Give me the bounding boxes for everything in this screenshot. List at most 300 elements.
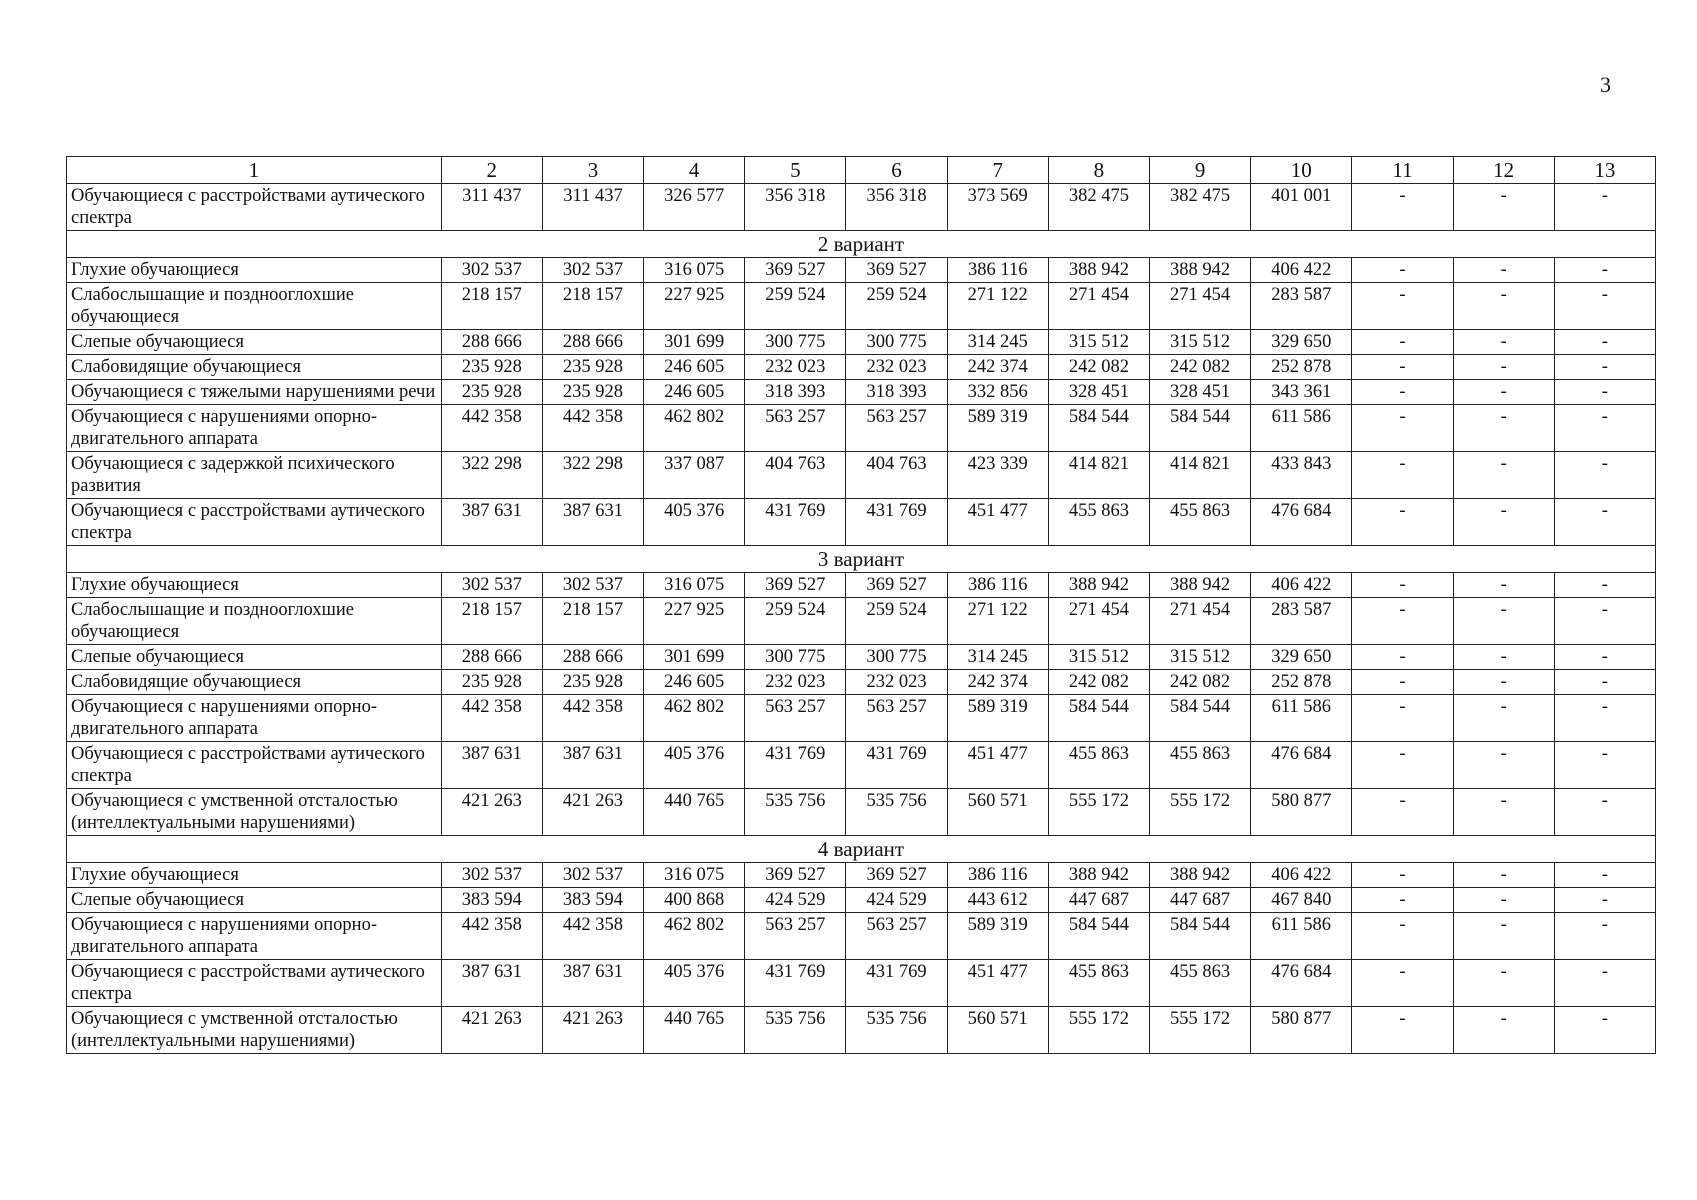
value-cell: 535 756: [745, 1007, 846, 1054]
student-category-cell: Слепые обучающиеся: [67, 330, 442, 355]
value-cell: 387 631: [542, 960, 643, 1007]
student-category-cell: Слепые обучающиеся: [67, 888, 442, 913]
column-header: 2: [441, 157, 542, 184]
value-cell: 318 393: [846, 380, 947, 405]
value-cell: 387 631: [441, 742, 542, 789]
value-cell: 271 454: [1048, 283, 1149, 330]
value-cell: 442 358: [441, 405, 542, 452]
value-cell: -: [1453, 960, 1554, 1007]
value-cell: 476 684: [1251, 742, 1352, 789]
value-cell: 387 631: [542, 742, 643, 789]
value-cell: 476 684: [1251, 499, 1352, 546]
value-cell: 314 245: [947, 330, 1048, 355]
value-cell: 442 358: [542, 695, 643, 742]
value-cell: 421 263: [441, 1007, 542, 1054]
value-cell: 302 537: [542, 258, 643, 283]
value-cell: 580 877: [1251, 789, 1352, 836]
student-category-cell: Обучающиеся с нарушениями опорно-двигательного аппарата: [67, 405, 442, 452]
value-cell: -: [1352, 913, 1453, 960]
value-cell: -: [1352, 888, 1453, 913]
value-cell: -: [1554, 645, 1655, 670]
value-cell: -: [1352, 355, 1453, 380]
value-cell: 563 257: [846, 913, 947, 960]
value-cell: -: [1554, 960, 1655, 1007]
student-category-cell: Обучающиеся с расстройствами аутического спектра: [67, 499, 442, 546]
student-category-cell: Обучающиеся с расстройствами аутического спектра: [67, 742, 442, 789]
page-number: 3: [1600, 72, 1611, 97]
column-header: 12: [1453, 157, 1554, 184]
value-cell: 584 544: [1150, 695, 1251, 742]
value-cell: 322 298: [542, 452, 643, 499]
value-cell: 271 454: [1048, 598, 1149, 645]
table-row: [67, 960, 1656, 1007]
table-row: [67, 1007, 1656, 1054]
value-cell: 584 544: [1150, 913, 1251, 960]
value-cell: 405 376: [644, 742, 745, 789]
value-cell: -: [1453, 789, 1554, 836]
value-cell: 462 802: [644, 695, 745, 742]
value-cell: 440 765: [644, 1007, 745, 1054]
value-cell: 302 537: [441, 573, 542, 598]
value-cell: -: [1453, 405, 1554, 452]
student-category-cell: Обучающиеся с умственной отсталостью (интеллектуальными нарушениями): [67, 1007, 442, 1054]
table-row: [67, 598, 1656, 645]
value-cell: 387 631: [542, 499, 643, 546]
value-cell: 235 928: [441, 355, 542, 380]
value-cell: 405 376: [644, 960, 745, 1007]
value-cell: 315 512: [1048, 330, 1149, 355]
variant-header-row: [67, 546, 1656, 573]
value-cell: 447 687: [1048, 888, 1149, 913]
value-cell: 455 863: [1048, 499, 1149, 546]
value-cell: 242 082: [1150, 355, 1251, 380]
value-cell: -: [1352, 1007, 1453, 1054]
value-cell: 246 605: [644, 355, 745, 380]
table-row: [67, 789, 1656, 836]
variant-header-row: [67, 231, 1656, 258]
student-category-cell: Слабослышащие и позднооглохшие обучающиеся: [67, 283, 442, 330]
value-cell: 462 802: [644, 405, 745, 452]
column-header: 3: [542, 157, 643, 184]
value-cell: -: [1352, 380, 1453, 405]
value-cell: 555 172: [1048, 1007, 1149, 1054]
value-cell: -: [1453, 742, 1554, 789]
value-cell: 232 023: [745, 355, 846, 380]
value-cell: 424 529: [745, 888, 846, 913]
value-cell: 343 361: [1251, 380, 1352, 405]
value-cell: 388 942: [1150, 573, 1251, 598]
value-cell: 388 942: [1150, 258, 1251, 283]
column-number-header-row: [67, 157, 1656, 184]
value-cell: -: [1554, 283, 1655, 330]
value-cell: -: [1453, 330, 1554, 355]
value-cell: -: [1554, 573, 1655, 598]
value-cell: 589 319: [947, 913, 1048, 960]
table-row: [67, 913, 1656, 960]
value-cell: 431 769: [846, 499, 947, 546]
value-cell: 283 587: [1251, 283, 1352, 330]
value-cell: 382 475: [1048, 184, 1149, 231]
value-cell: 311 437: [542, 184, 643, 231]
value-cell: -: [1453, 184, 1554, 231]
value-cell: 383 594: [441, 888, 542, 913]
value-cell: -: [1352, 330, 1453, 355]
value-cell: 421 263: [542, 789, 643, 836]
column-header: 9: [1150, 157, 1251, 184]
value-cell: 451 477: [947, 742, 1048, 789]
value-cell: 322 298: [441, 452, 542, 499]
value-cell: 235 928: [441, 670, 542, 695]
variant-header-row: [67, 836, 1656, 863]
value-cell: 442 358: [441, 695, 542, 742]
value-cell: -: [1352, 645, 1453, 670]
value-cell: 318 393: [745, 380, 846, 405]
value-cell: -: [1554, 405, 1655, 452]
value-cell: 369 527: [745, 258, 846, 283]
value-cell: -: [1554, 355, 1655, 380]
value-cell: 580 877: [1251, 1007, 1352, 1054]
value-cell: 447 687: [1150, 888, 1251, 913]
value-cell: -: [1554, 670, 1655, 695]
value-cell: 462 802: [644, 913, 745, 960]
value-cell: 328 451: [1150, 380, 1251, 405]
value-cell: 271 122: [947, 283, 1048, 330]
value-cell: 300 775: [846, 645, 947, 670]
table-row: [67, 888, 1656, 913]
table-row: [67, 499, 1656, 546]
value-cell: 455 863: [1048, 960, 1149, 1007]
value-cell: 242 082: [1048, 355, 1149, 380]
value-cell: -: [1554, 1007, 1655, 1054]
value-cell: -: [1352, 573, 1453, 598]
value-cell: 329 650: [1251, 330, 1352, 355]
student-category-cell: Обучающиеся с расстройствами аутического спектра: [67, 960, 442, 1007]
value-cell: 442 358: [542, 405, 643, 452]
value-cell: 232 023: [846, 355, 947, 380]
value-cell: 414 821: [1150, 452, 1251, 499]
value-cell: -: [1352, 258, 1453, 283]
value-cell: 455 863: [1150, 742, 1251, 789]
value-cell: 356 318: [846, 184, 947, 231]
value-cell: 560 571: [947, 789, 1048, 836]
value-cell: 455 863: [1150, 499, 1251, 546]
value-cell: -: [1352, 452, 1453, 499]
student-category-cell: Глухие обучающиеся: [67, 863, 442, 888]
value-cell: 235 928: [542, 380, 643, 405]
value-cell: 431 769: [846, 960, 947, 1007]
value-cell: 252 878: [1251, 355, 1352, 380]
value-cell: 369 527: [846, 258, 947, 283]
value-cell: -: [1554, 452, 1655, 499]
value-cell: 369 527: [745, 573, 846, 598]
column-header: 1: [67, 157, 442, 184]
value-cell: 442 358: [542, 913, 643, 960]
value-cell: 328 451: [1048, 380, 1149, 405]
value-cell: -: [1453, 888, 1554, 913]
value-cell: 227 925: [644, 283, 745, 330]
value-cell: 369 527: [846, 573, 947, 598]
value-cell: 555 172: [1150, 789, 1251, 836]
value-cell: -: [1453, 283, 1554, 330]
table-row: [67, 695, 1656, 742]
value-cell: 259 524: [846, 598, 947, 645]
value-cell: 329 650: [1251, 645, 1352, 670]
value-cell: 218 157: [542, 598, 643, 645]
value-cell: 218 157: [441, 283, 542, 330]
value-cell: 584 544: [1150, 405, 1251, 452]
value-cell: 314 245: [947, 645, 1048, 670]
table-row: [67, 380, 1656, 405]
value-cell: -: [1453, 695, 1554, 742]
table-row: [67, 742, 1656, 789]
value-cell: 242 374: [947, 670, 1048, 695]
student-category-cell: Глухие обучающиеся: [67, 258, 442, 283]
value-cell: 227 925: [644, 598, 745, 645]
value-cell: -: [1554, 380, 1655, 405]
value-cell: 252 878: [1251, 670, 1352, 695]
value-cell: 406 422: [1251, 863, 1352, 888]
value-cell: 563 257: [745, 913, 846, 960]
value-cell: 535 756: [745, 789, 846, 836]
value-cell: 563 257: [745, 695, 846, 742]
variant-title: 4 вариант: [67, 836, 1656, 863]
value-cell: 555 172: [1048, 789, 1149, 836]
value-cell: 442 358: [441, 913, 542, 960]
student-category-cell: Слабовидящие обучающиеся: [67, 355, 442, 380]
value-cell: 589 319: [947, 405, 1048, 452]
value-cell: 315 512: [1150, 330, 1251, 355]
value-cell: 563 257: [846, 405, 947, 452]
student-category-cell: Слепые обучающиеся: [67, 645, 442, 670]
value-cell: 382 475: [1150, 184, 1251, 231]
variant-title: 3 вариант: [67, 546, 1656, 573]
value-cell: -: [1554, 863, 1655, 888]
value-cell: -: [1554, 742, 1655, 789]
value-cell: 369 527: [745, 863, 846, 888]
value-cell: 404 763: [846, 452, 947, 499]
column-header: 13: [1554, 157, 1655, 184]
value-cell: 315 512: [1048, 645, 1149, 670]
student-category-cell: Обучающиеся с тяжелыми нарушениями речи: [67, 380, 442, 405]
value-cell: 388 942: [1150, 863, 1251, 888]
value-cell: -: [1352, 695, 1453, 742]
value-cell: 584 544: [1048, 695, 1149, 742]
value-cell: -: [1352, 789, 1453, 836]
value-cell: -: [1352, 670, 1453, 695]
column-header: 8: [1048, 157, 1149, 184]
value-cell: -: [1554, 499, 1655, 546]
value-cell: 387 631: [441, 499, 542, 546]
value-cell: -: [1453, 863, 1554, 888]
value-cell: 455 863: [1048, 742, 1149, 789]
value-cell: 242 374: [947, 355, 1048, 380]
value-cell: 387 631: [441, 960, 542, 1007]
value-cell: 311 437: [441, 184, 542, 231]
value-cell: 455 863: [1150, 960, 1251, 1007]
column-header: 4: [644, 157, 745, 184]
value-cell: 440 765: [644, 789, 745, 836]
table-row: [67, 355, 1656, 380]
table-row: [67, 863, 1656, 888]
value-cell: 332 856: [947, 380, 1048, 405]
table-body: [67, 184, 1656, 1054]
value-cell: -: [1352, 405, 1453, 452]
value-cell: 451 477: [947, 960, 1048, 1007]
variant-title: 2 вариант: [67, 231, 1656, 258]
value-cell: 356 318: [745, 184, 846, 231]
value-cell: -: [1352, 184, 1453, 231]
value-cell: 232 023: [745, 670, 846, 695]
value-cell: -: [1352, 742, 1453, 789]
value-cell: 401 001: [1251, 184, 1352, 231]
table-row: [67, 645, 1656, 670]
value-cell: 218 157: [542, 283, 643, 330]
value-cell: -: [1352, 598, 1453, 645]
value-cell: 326 577: [644, 184, 745, 231]
value-cell: 302 537: [542, 573, 643, 598]
value-cell: 589 319: [947, 695, 1048, 742]
value-cell: 386 116: [947, 258, 1048, 283]
value-cell: -: [1554, 258, 1655, 283]
value-cell: 404 763: [745, 452, 846, 499]
value-cell: 302 537: [542, 863, 643, 888]
student-category-cell: Обучающиеся с нарушениями опорно-двигательного аппарата: [67, 695, 442, 742]
value-cell: 288 666: [542, 330, 643, 355]
value-cell: 259 524: [846, 283, 947, 330]
value-cell: 388 942: [1048, 258, 1149, 283]
value-cell: 560 571: [947, 1007, 1048, 1054]
value-cell: -: [1453, 598, 1554, 645]
funding-table: [66, 156, 1656, 1054]
column-header: 10: [1251, 157, 1352, 184]
table-row: [67, 258, 1656, 283]
value-cell: 386 116: [947, 863, 1048, 888]
value-cell: 288 666: [441, 645, 542, 670]
table-row: [67, 184, 1656, 231]
table-row: [67, 330, 1656, 355]
value-cell: 315 512: [1150, 645, 1251, 670]
value-cell: 611 586: [1251, 913, 1352, 960]
value-cell: 259 524: [745, 598, 846, 645]
column-header: 5: [745, 157, 846, 184]
value-cell: 431 769: [846, 742, 947, 789]
value-cell: -: [1554, 913, 1655, 960]
student-category-cell: Обучающиеся с нарушениями опорно-двигательного аппарата: [67, 913, 442, 960]
value-cell: 467 840: [1251, 888, 1352, 913]
value-cell: -: [1352, 283, 1453, 330]
value-cell: -: [1554, 184, 1655, 231]
column-header: 7: [947, 157, 1048, 184]
value-cell: 337 087: [644, 452, 745, 499]
value-cell: 383 594: [542, 888, 643, 913]
value-cell: 431 769: [745, 499, 846, 546]
value-cell: 271 454: [1150, 283, 1251, 330]
value-cell: 235 928: [542, 355, 643, 380]
value-cell: 405 376: [644, 499, 745, 546]
value-cell: -: [1554, 695, 1655, 742]
value-cell: -: [1453, 380, 1554, 405]
value-cell: 386 116: [947, 573, 1048, 598]
value-cell: 283 587: [1251, 598, 1352, 645]
value-cell: 259 524: [745, 283, 846, 330]
value-cell: -: [1453, 573, 1554, 598]
value-cell: -: [1554, 888, 1655, 913]
value-cell: 406 422: [1251, 573, 1352, 598]
value-cell: 563 257: [846, 695, 947, 742]
value-cell: 433 843: [1251, 452, 1352, 499]
table-row: [67, 283, 1656, 330]
value-cell: 302 537: [441, 258, 542, 283]
value-cell: -: [1453, 355, 1554, 380]
value-cell: 414 821: [1048, 452, 1149, 499]
value-cell: 302 537: [441, 863, 542, 888]
value-cell: 369 527: [846, 863, 947, 888]
student-category-cell: Слабовидящие обучающиеся: [67, 670, 442, 695]
value-cell: 218 157: [441, 598, 542, 645]
value-cell: -: [1453, 258, 1554, 283]
value-cell: -: [1453, 452, 1554, 499]
value-cell: -: [1453, 670, 1554, 695]
value-cell: -: [1352, 863, 1453, 888]
table-row: [67, 573, 1656, 598]
value-cell: 246 605: [644, 670, 745, 695]
value-cell: -: [1554, 330, 1655, 355]
value-cell: 431 769: [745, 960, 846, 1007]
value-cell: 301 699: [644, 330, 745, 355]
value-cell: 611 586: [1251, 695, 1352, 742]
value-cell: 288 666: [441, 330, 542, 355]
value-cell: -: [1453, 645, 1554, 670]
value-cell: 388 942: [1048, 573, 1149, 598]
value-cell: 443 612: [947, 888, 1048, 913]
value-cell: 611 586: [1251, 405, 1352, 452]
value-cell: 431 769: [745, 742, 846, 789]
student-category-cell: Обучающиеся с задержкой психического развития: [67, 452, 442, 499]
value-cell: 242 082: [1150, 670, 1251, 695]
value-cell: -: [1453, 1007, 1554, 1054]
value-cell: -: [1453, 913, 1554, 960]
value-cell: -: [1554, 789, 1655, 836]
value-cell: 373 569: [947, 184, 1048, 231]
value-cell: 271 454: [1150, 598, 1251, 645]
column-header: 11: [1352, 157, 1453, 184]
value-cell: 421 263: [441, 789, 542, 836]
value-cell: 584 544: [1048, 913, 1149, 960]
value-cell: 242 082: [1048, 670, 1149, 695]
value-cell: -: [1453, 499, 1554, 546]
value-cell: 476 684: [1251, 960, 1352, 1007]
student-category-cell: Обучающиеся с расстройствами аутического спектра: [67, 184, 442, 231]
value-cell: -: [1554, 598, 1655, 645]
value-cell: 300 775: [745, 330, 846, 355]
value-cell: 316 075: [644, 863, 745, 888]
student-category-cell: Обучающиеся с умственной отсталостью (интеллектуальными нарушениями): [67, 789, 442, 836]
value-cell: 300 775: [846, 330, 947, 355]
value-cell: 388 942: [1048, 863, 1149, 888]
value-cell: 316 075: [644, 258, 745, 283]
value-cell: 400 868: [644, 888, 745, 913]
value-cell: 232 023: [846, 670, 947, 695]
value-cell: 300 775: [745, 645, 846, 670]
table-row: [67, 670, 1656, 695]
value-cell: 423 339: [947, 452, 1048, 499]
value-cell: 246 605: [644, 380, 745, 405]
value-cell: 451 477: [947, 499, 1048, 546]
value-cell: 235 928: [441, 380, 542, 405]
value-cell: -: [1352, 960, 1453, 1007]
student-category-cell: Слабослышащие и позднооглохшие обучающиеся: [67, 598, 442, 645]
column-header: 6: [846, 157, 947, 184]
